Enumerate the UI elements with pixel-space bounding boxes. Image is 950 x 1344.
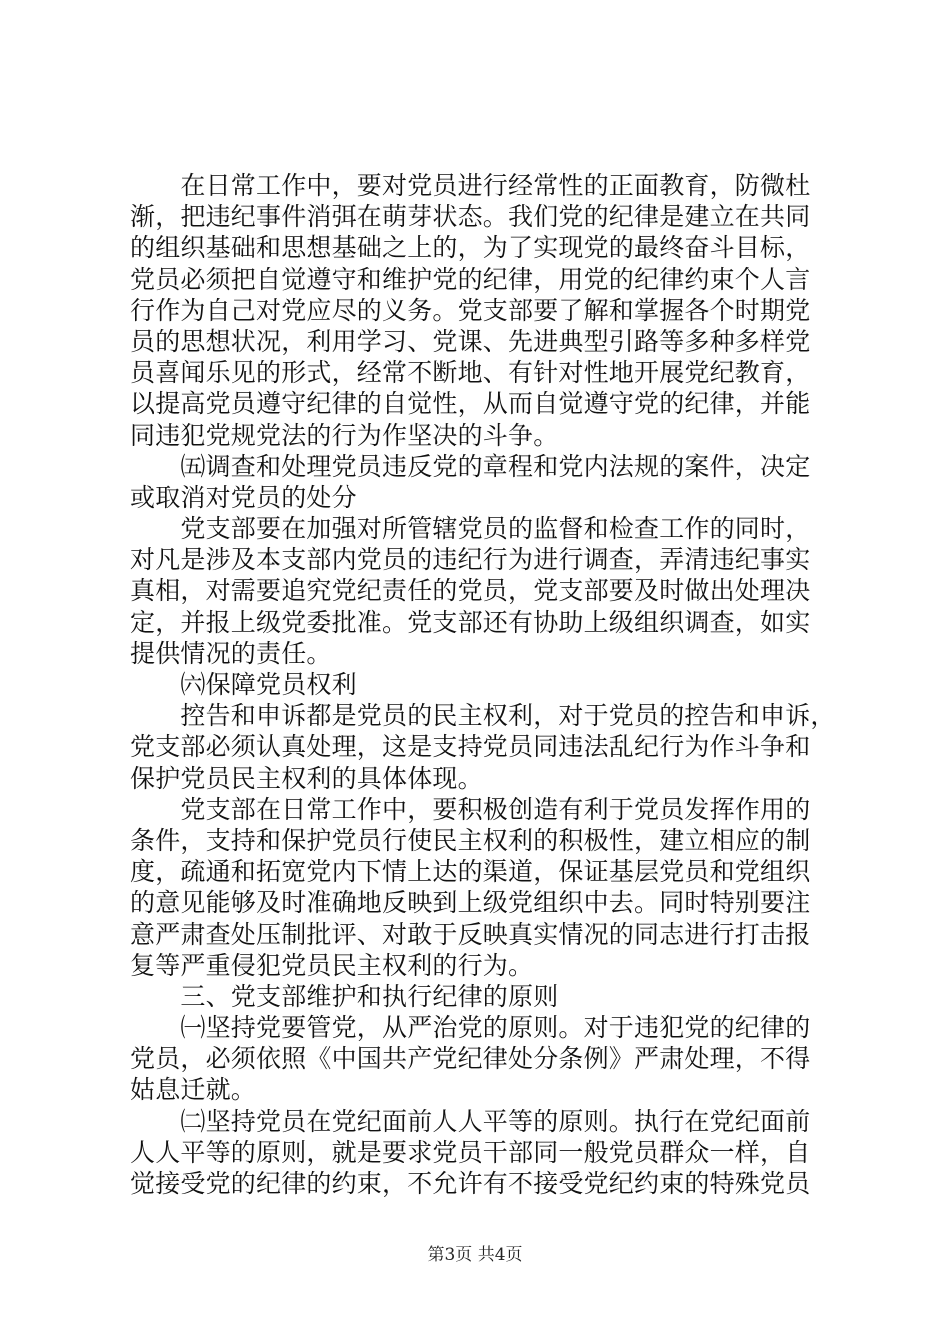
text-line: 党支部必须认真处理，这是支持党员同违法乱纪行为作斗争和 <box>130 732 811 762</box>
text-line: 党员必须把自觉遵守和维护党的纪律，用党的纪律约束个人言 <box>130 264 811 294</box>
text-line: 的组织基础和思想基础之上的，为了实现党的最终奋斗目标， <box>130 233 811 263</box>
text-line: 渐，把违纪事件消弭在萌芽状态。我们党的纪律是建立在共同 <box>130 202 811 232</box>
text-line: 度，疏通和拓宽党内下情上达的渠道，保证基层党员和党组织 <box>130 857 811 887</box>
section-heading: ㈥保障党员权利 <box>130 670 357 699</box>
text-line: 党支部要在加强对所管辖党员的监督和检查工作的同时， <box>130 514 811 544</box>
document-body <box>130 170 836 1199</box>
text-line: 条件，支持和保护党员行使民主权利的积极性，建立相应的制 <box>130 825 811 855</box>
text-line: 员的思想状况，利用学习、党课、先进典型引路等多种多样党 <box>130 326 811 356</box>
text-line: 提供情况的责任。 <box>130 638 332 668</box>
section-heading: 三、党支部维护和执行纪律的原则 <box>130 981 559 1011</box>
text-line: 行作为自己对党应尽的义务。党支部要了解和掌握各个时期党 <box>130 295 811 325</box>
text-line: 觉接受党的纪律的约束，不允许有不接受党纪约束的特殊党员 <box>130 1169 811 1198</box>
text-line: 对凡是涉及本支部内党员的违纪行为进行调查，弄清违纪事实 <box>130 545 811 575</box>
section-heading: 或取消对党员的处分 <box>130 482 357 512</box>
text-line: 复等严重侵犯党员民主权利的行为。 <box>130 950 534 980</box>
text-line: 以提高党员遵守纪律的自觉性，从而自觉遵守党的纪律，并能 <box>130 389 811 419</box>
text-line: 姑息迁就。 <box>130 1075 257 1105</box>
text-line: 党支部在日常工作中，要积极创造有利于党员发挥作用的 <box>130 794 811 824</box>
text-line: 意严肃查处压制批评、对敢于反映真实情况的同志进行打击报 <box>130 919 811 949</box>
text-line: ㈠坚持党要管党，从严治党的原则。对于违犯党的纪律的 <box>130 1013 811 1043</box>
text-line: 真相，对需要追究党纪责任的党员，党支部要及时做出处理决 <box>130 576 811 606</box>
section-heading: ㈤调查和处理党员违反党的章程和党内法规的案件，决定 <box>130 451 811 481</box>
text-line: 控告和申诉都是党员的民主权利，对于党员的控告和申诉， <box>130 701 836 731</box>
text-line: 在日常工作中，要对党员进行经常性的正面教育，防微杜 <box>130 171 811 200</box>
page-footer: 第3页 共4页 <box>427 1245 523 1265</box>
text-line: 同违犯党规党法的行为作坚决的斗争。 <box>130 420 559 450</box>
text-line: ㈡坚持党员在党纪面前人人平等的原则。执行在党纪面前 <box>130 1106 811 1136</box>
text-line: 党员，必须依照《中国共产党纪律处分条例》严肃处理，不得 <box>130 1044 811 1074</box>
text-line: 定，并报上级党委批准。党支部还有协助上级组织调查，如实 <box>130 607 811 637</box>
text-line: 人人平等的原则，就是要求党员干部同一般党员群众一样，自 <box>130 1137 811 1167</box>
text-line: 员喜闻乐见的形式，经常不断地、有针对性地开展党纪教育， <box>130 358 811 388</box>
text-line: 的意见能够及时准确地反映到上级党组织中去。同时特别要注 <box>130 888 811 918</box>
text-line: 保护党员民主权利的具体体现。 <box>130 763 483 793</box>
